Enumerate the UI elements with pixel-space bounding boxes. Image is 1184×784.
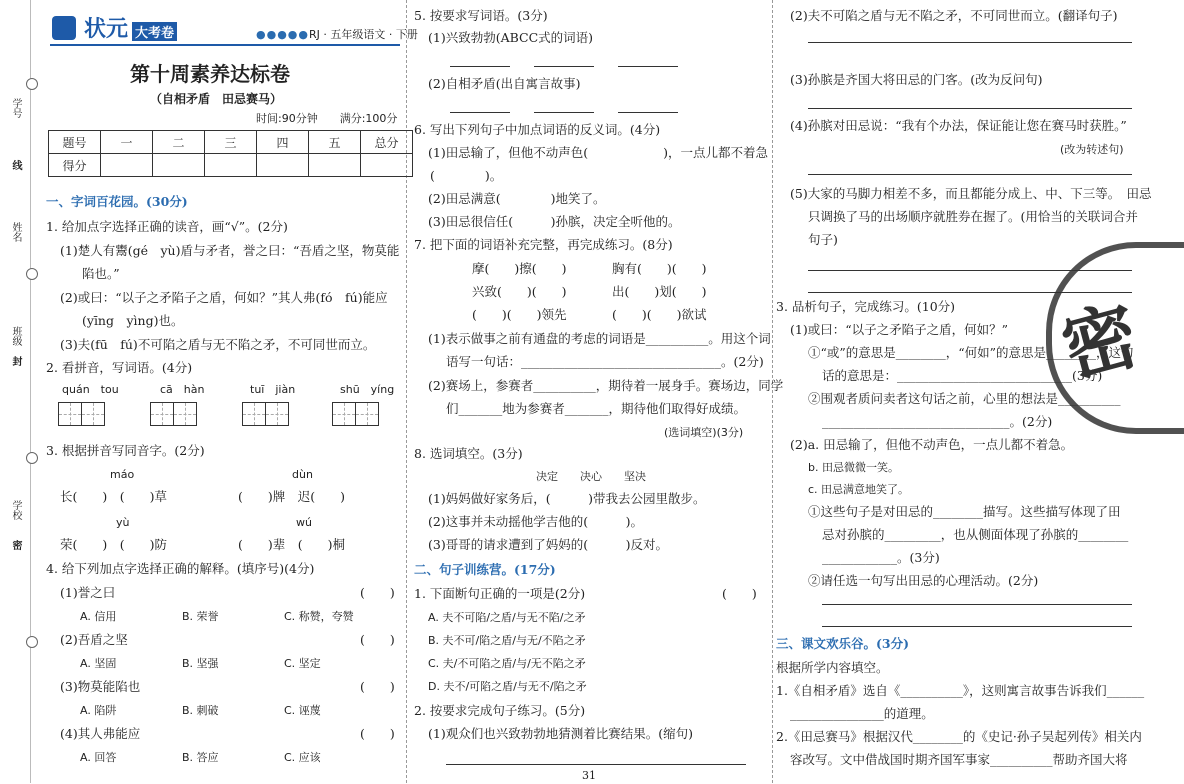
option: A. 夫不可陷/之盾/与无不陷/之矛: [428, 611, 586, 624]
question-text: (2)a. 田忌输了，但他不动声色，一点儿都不着急。: [790, 437, 1074, 452]
question-text: 4. 给下列加点字选择正确的解释。(填序号)(4分): [46, 561, 315, 576]
answer-line[interactable]: [808, 42, 1132, 43]
option: B. 刺破: [182, 704, 219, 717]
option: C. 称赞，夸赞: [284, 610, 354, 623]
question-text: 根据所学内容填空。: [776, 660, 889, 675]
writing-grid-box[interactable]: [265, 402, 289, 426]
question-text: (3)夫(fū fú)不可陷之盾与无不陷之矛，不可同世而立。: [60, 337, 376, 352]
question-text: 只调换了马的出场顺序就胜券在握了。(用恰当的关联词合并: [808, 209, 1138, 224]
score-table-cell: 二: [153, 131, 205, 154]
margin-label-school: 学校: [10, 500, 21, 520]
brand-logo-icon: [52, 16, 76, 40]
question-text: (5)大家的马脚力相差不多，而且都能分成上、中、下三等。 田忌: [790, 186, 1152, 201]
answer-paren[interactable]: ( ): [360, 726, 395, 741]
question-text: (2)赛场上，参赛者__________，期待着一展身手。赛场边，同学: [428, 378, 784, 393]
idiom-fill: 摩( )擦( ): [472, 261, 567, 276]
question-text: 语写一句话：________________________________。(2分): [446, 354, 764, 369]
question-text: 长( ) ( )草: [60, 489, 168, 504]
question-text: (4)孙膑对田忌说：“我有个办法，保证能让您在赛马时获胜。”: [790, 118, 1127, 133]
idiom-fill: 胸有( )( ): [612, 261, 707, 276]
question-text: (3)田忌很信任( )孙膑，决定全听他的。: [428, 214, 681, 229]
option: D. 夫不/可陷之盾/与无不/陷之矛: [428, 680, 587, 693]
option: A. 信用: [80, 610, 117, 623]
score-table-header-row: [49, 131, 413, 154]
option: A. 回答: [80, 751, 117, 764]
question-text: (3)哥哥的请求遭到了妈妈的( )反对。: [428, 537, 668, 552]
question-text: 6. 写出下列句子中加点词语的反义词。(4分): [414, 122, 661, 137]
answer-line[interactable]: [808, 174, 1132, 175]
question-text: 7. 把下面的词语补充完整，再完成练习。(8分): [414, 237, 673, 252]
score-table-score-row: [49, 154, 413, 177]
pinyin-label: shū yíng: [340, 383, 395, 396]
question-text: (1)田忌输了，但他不动声色( )，一点儿都不着急: [428, 145, 768, 160]
option: A. 坚固: [80, 657, 117, 670]
question-text: (4)其人弗能应: [60, 726, 141, 741]
question-text: 话的意思是：____________________________(3分): [822, 368, 1103, 383]
score-cell: [257, 154, 309, 177]
question-text: (1)或曰：“以子之矛陷子之盾，何如？”: [790, 322, 1008, 337]
section-1-heading: 一、字词百花园。(30分): [46, 194, 188, 209]
grade-label: ●●●●●RJ · 五年级语文 · 下册: [256, 28, 418, 41]
pinyin-label: dùn: [292, 468, 313, 481]
score-cell: [309, 154, 361, 177]
question-text: (1)妈妈做好家务后，( )带我去公园里散步。: [428, 491, 706, 506]
pinyin-label: quán tou: [62, 383, 119, 396]
score-table-cell: 三: [205, 131, 257, 154]
question-text: 2. 看拼音，写词语。(4分): [46, 360, 193, 375]
confidential-stamp-glyph: 密: [1053, 291, 1148, 394]
answer-line[interactable]: [450, 66, 510, 67]
question-text: 1. 给加点字选择正确的读音，画“√”。(2分): [46, 219, 288, 234]
brand-subtitle: 大考卷: [132, 22, 177, 41]
question-text: 2. 按要求完成句子练习。(5分): [414, 703, 586, 718]
question-text: (3)孙膑是齐国大将田忌的门客。(改为反问句): [790, 72, 1043, 87]
pinyin-label: wú: [296, 516, 312, 529]
idiom-fill: ( )( )欲试: [612, 307, 707, 322]
question-text: 们_______地为参赛者_______，期待他们取得好成绩。: [446, 401, 747, 416]
score-cell: [361, 154, 413, 177]
score-table-cell: 四: [257, 131, 309, 154]
question-text: ①“或”的意思是________，“何如”的意思是________，这句: [808, 345, 1134, 360]
option: C. 坚定: [284, 657, 321, 670]
pinyin-label: máo: [110, 468, 135, 481]
answer-paren[interactable]: ( ): [360, 585, 395, 600]
question-text: (2)田忌满意( )地笑了。: [428, 191, 606, 206]
question-text: 句子): [808, 232, 838, 247]
question-text: ( )牌 迟( ): [238, 489, 346, 504]
question-text: ( )。: [430, 168, 503, 183]
brand-name: 状元: [84, 17, 129, 42]
margin-label-name: 姓名: [10, 222, 21, 242]
idiom-fill: 出( )划( ): [612, 284, 707, 299]
section-3-heading: 三、课文欢乐谷。(3分): [776, 636, 910, 651]
column-divider: [406, 0, 407, 783]
option: B. 荣誉: [182, 610, 219, 623]
option: C. 诬蔑: [284, 704, 321, 717]
answer-line[interactable]: [808, 108, 1132, 109]
answer-paren[interactable]: ( ): [360, 632, 395, 647]
option: C. 夫/不可陷之盾/与/无不陷之矛: [428, 657, 586, 670]
option: B. 夫不可/陷之盾/与无/不陷之矛: [428, 634, 586, 647]
option: A. 陷阱: [80, 704, 117, 717]
margin-label-secret: 密: [10, 540, 21, 550]
page-title: 第十周素养达标卷: [130, 62, 290, 86]
score-table-cell: 五: [309, 131, 361, 154]
question-text: (yīng yìng)也。: [82, 313, 184, 328]
question-text: 忌对孙膑的_________，也从侧面体现了孙膑的________: [822, 527, 1129, 542]
margin-label-seal: 封: [10, 356, 21, 366]
question-note: (改为转述句): [1060, 143, 1124, 156]
question-text: (1)表示做事之前有通盘的考虑的词语是__________。用这个词: [428, 331, 771, 346]
answer-paren[interactable]: ( ): [722, 586, 757, 601]
score-cell: [153, 154, 205, 177]
binding-hole: [26, 452, 38, 464]
binding-hole: [26, 268, 38, 280]
idiom-fill: 兴致( )( ): [472, 284, 567, 299]
page-number: 31: [582, 769, 596, 782]
question-text: 1.《自相矛盾》选自《__________》，这则寓言故事告诉我们______: [776, 683, 1145, 698]
binding-hole: [26, 78, 38, 90]
score-table-cell: 一: [101, 131, 153, 154]
question-text: (1)誉之曰: [60, 585, 116, 600]
writing-grid-box[interactable]: [81, 402, 105, 426]
writing-grid-box[interactable]: [332, 402, 356, 426]
question-text: 5. 按要求写词语。(3分): [414, 8, 548, 23]
margin-label-student-id: 学号: [10, 98, 21, 118]
writing-grid-box[interactable]: [242, 402, 266, 426]
question-text: b. 田忌微微一笑。: [808, 461, 899, 474]
question-text: (1)楚人有鬻(gé yù)盾与矛者，誉之曰：“吾盾之坚，物莫能: [60, 243, 400, 258]
answer-line[interactable]: [822, 604, 1132, 605]
question-text: ____________。(3分): [822, 550, 940, 565]
score-cell: [205, 154, 257, 177]
option: B. 答应: [182, 751, 219, 764]
answer-line[interactable]: [534, 112, 594, 113]
exam-meta: 时间:90分钟 满分:100分: [256, 112, 398, 125]
question-text: (1)兴致勃勃(ABCC式的词语): [428, 30, 594, 45]
score-table: [48, 130, 413, 177]
answer-line[interactable]: [822, 626, 1132, 627]
question-text: (1)观众们也兴致勃勃地猜测着比赛结果。(缩句): [428, 726, 693, 741]
question-text: (2)吾盾之坚: [60, 632, 128, 647]
pinyin-label: yù: [116, 516, 130, 529]
question-text: 陷也。”: [82, 266, 120, 281]
question-text: ( )辈 ( )桐: [238, 537, 346, 552]
option: B. 坚强: [182, 657, 219, 670]
question-text: (3)物莫能陷也: [60, 679, 141, 694]
answer-line[interactable]: [446, 764, 746, 765]
margin-label-class: 班级: [10, 326, 21, 346]
question-text: 容改写。文中借战国时期齐国军事家__________帮助齐国大将: [790, 752, 1128, 767]
writing-grid-box[interactable]: [150, 402, 174, 426]
section-2-heading: 二、句子训练营。(17分): [414, 562, 556, 577]
idiom-fill: ( )( )领先: [472, 307, 567, 322]
question-text: (2)这事并未动摇他学吉他的( )。: [428, 514, 643, 529]
question-text: 3. 品析句子，完成练习。(10分): [776, 299, 956, 314]
question-text: (2)夫不可陷之盾与无不陷之矛，不可同世而立。(翻译句子): [790, 8, 1118, 23]
answer-line[interactable]: [618, 112, 678, 113]
word-bank: 决定 决心 坚决: [536, 470, 646, 483]
margin-label-line: 线: [10, 160, 21, 170]
question-text: (2)自相矛盾(出自寓言故事): [428, 76, 581, 91]
answer-paren[interactable]: ( ): [360, 679, 395, 694]
header-rule: [50, 44, 400, 46]
score-cell: [101, 154, 153, 177]
question-text: 3. 根据拼音写同音字。(2分): [46, 443, 205, 458]
writing-grid-box[interactable]: [355, 402, 379, 426]
question-text: (2)或曰：“以子之矛陷子之盾，何如？”其人弗(fó fú)能应: [60, 290, 388, 305]
question-text: ______________________________。(2分): [822, 414, 1053, 429]
page-subtitle: （自相矛盾 田忌赛马）: [150, 92, 283, 106]
pinyin-label: cā hàn: [160, 383, 205, 396]
question-text: _______________的道理。: [790, 706, 934, 721]
question-text: 2.《田忌赛马》根据汉代________的《史记·孙子吴起列传》相关内: [776, 729, 1142, 744]
question-text: ①这些句子是对田忌的________描写。这些描写体现了田: [808, 504, 1121, 519]
question-text: 1. 下面断句正确的一项是(2分): [414, 586, 586, 601]
option: C. 应该: [284, 751, 321, 764]
answer-line[interactable]: [450, 112, 510, 113]
question-text: 荣( ) ( )防: [60, 537, 168, 552]
question-text: ②请任选一句写出田忌的心理活动。(2分): [808, 573, 1039, 588]
question-text: ②围观者质问卖者这句话之前，心里的想法是__________: [808, 391, 1121, 406]
pinyin-label: tuī jiàn: [250, 383, 296, 396]
answer-line[interactable]: [618, 66, 678, 67]
question-note: (选词填空)(3分): [664, 426, 744, 439]
score-table-cell: 题号: [49, 131, 101, 154]
question-text: 8. 选词填空。(3分): [414, 446, 523, 461]
writing-grid-box[interactable]: [58, 402, 82, 426]
question-text: c. 田忌满意地笑了。: [808, 483, 910, 496]
score-table-cell: 总分: [361, 131, 413, 154]
answer-line[interactable]: [534, 66, 594, 67]
score-table-cell: 得分: [49, 154, 101, 177]
binding-hole: [26, 636, 38, 648]
writing-grid-box[interactable]: [173, 402, 197, 426]
